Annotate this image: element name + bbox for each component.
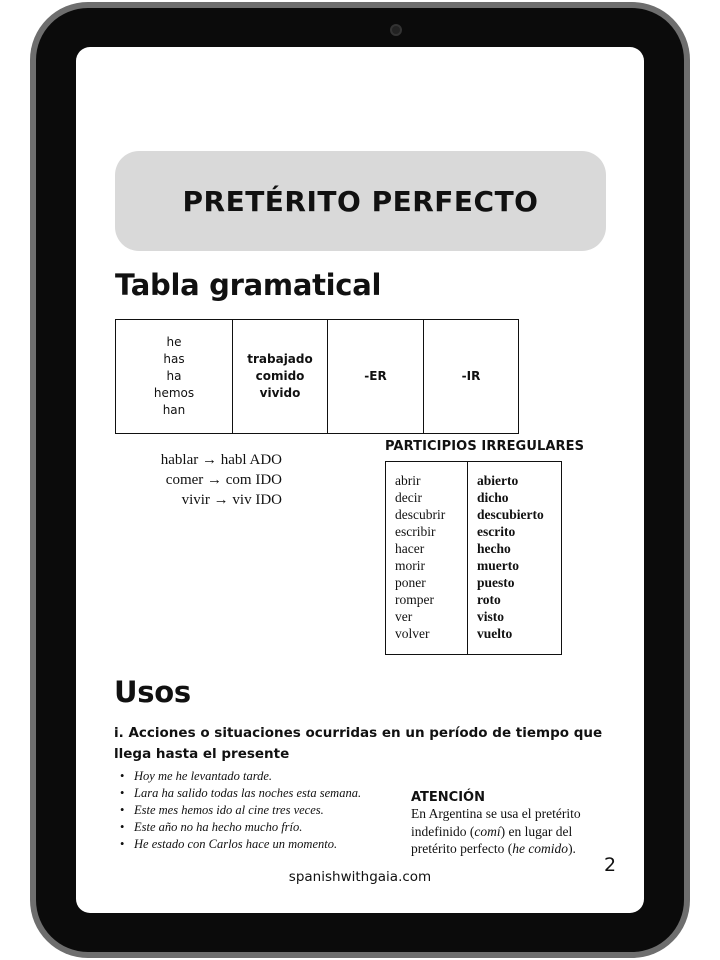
infinitive-item: volver — [395, 626, 430, 641]
conjugation-item: vivir → viv IDO — [181, 492, 282, 508]
irregular-participle-item: dicho — [477, 490, 509, 505]
example-item: • Este año no ha hecho mucho frío. — [120, 819, 410, 836]
example-item: • He estado con Carlos hace un momento. — [120, 836, 410, 853]
conjugation-list — [152, 450, 282, 510]
irregular-participle-item: visto — [477, 609, 504, 624]
atencion-note — [411, 805, 611, 858]
example-item: • Este mes hemos ido al cine tres veces. — [120, 802, 410, 819]
infinitive-item: descubrir — [395, 507, 446, 522]
grammar-table — [115, 319, 519, 434]
auxiliary-item: ha — [166, 369, 182, 383]
infinitive-item: poner — [395, 575, 426, 590]
example-item: • Lara ha salido todas las noches esta semana. — [120, 785, 410, 802]
atencion-text: En Argentina se usa el pretérito indefinido ( — [411, 806, 581, 839]
er-cell — [328, 320, 424, 433]
atencion-text: ). — [568, 841, 576, 856]
participle-item: trabajado — [247, 352, 313, 366]
conjugation-item: comer → com IDO — [165, 472, 282, 488]
ir-ending: -IR — [461, 369, 481, 383]
irregular-heading: PARTICIPIOS IRREGULARES — [385, 439, 585, 454]
atencion-emphasis: he comido — [512, 841, 569, 856]
auxiliary-item: he — [166, 335, 182, 349]
usos-subheading: i. Acciones o situaciones ocurridas en un período de tiempo que llega hasta el presente — [114, 725, 603, 762]
page-number: 2 — [604, 854, 617, 876]
participle-item: comido — [255, 369, 305, 383]
page-title: PRETÉRITO PERFECTO — [182, 184, 539, 218]
auxiliary-cell — [116, 320, 233, 433]
ir-cell — [424, 320, 518, 433]
infinitive-column — [386, 462, 468, 654]
infinitive-item: decir — [395, 490, 422, 505]
infinitive-item: ver — [395, 609, 413, 624]
grammar-heading: Tabla gramatical — [115, 268, 382, 302]
usos-heading: Usos — [114, 675, 191, 709]
auxiliary-item: han — [162, 403, 186, 417]
atencion-title: ATENCIÓN — [411, 790, 485, 805]
page-screen — [76, 47, 644, 913]
atencion-emphasis: comí — [474, 823, 501, 839]
infinitive-item: escribir — [395, 524, 436, 539]
irregular-participle-item: muerto — [477, 558, 519, 573]
conjugation-item: hablar → habl ADO — [160, 452, 282, 468]
infinitive-item: morir — [395, 558, 425, 573]
participle-cell — [233, 320, 328, 433]
irregular-participle-item: abierto — [477, 473, 519, 488]
auxiliary-item: hemos — [153, 386, 195, 400]
irregular-table — [385, 461, 562, 655]
example-item: • Hoy me he levantado tarde. — [120, 768, 410, 785]
irregular-participle-item: hecho — [477, 541, 511, 556]
infinitive-item: hacer — [395, 541, 425, 556]
infinitive-item: romper — [395, 592, 434, 607]
er-ending: -ER — [364, 369, 387, 383]
auxiliary-item: has — [163, 352, 185, 366]
irregular-participle-item: puesto — [477, 575, 515, 590]
title-banner — [115, 151, 606, 251]
irregular-participle-item: roto — [477, 592, 501, 607]
atencion-text: ) en lugar del pretérito perfecto ( — [411, 823, 573, 856]
irregular-participle-column — [468, 462, 561, 654]
infinitive-item: abrir — [395, 473, 421, 488]
footer-url: spanishwithgaia.com — [288, 869, 432, 885]
irregular-participle-item: escrito — [477, 524, 516, 539]
example-list — [120, 768, 410, 853]
participle-item: vivido — [259, 386, 301, 400]
camera-icon — [390, 24, 402, 36]
irregular-participle-item: vuelto — [477, 626, 513, 641]
irregular-participle-item: descubierto — [477, 507, 544, 522]
